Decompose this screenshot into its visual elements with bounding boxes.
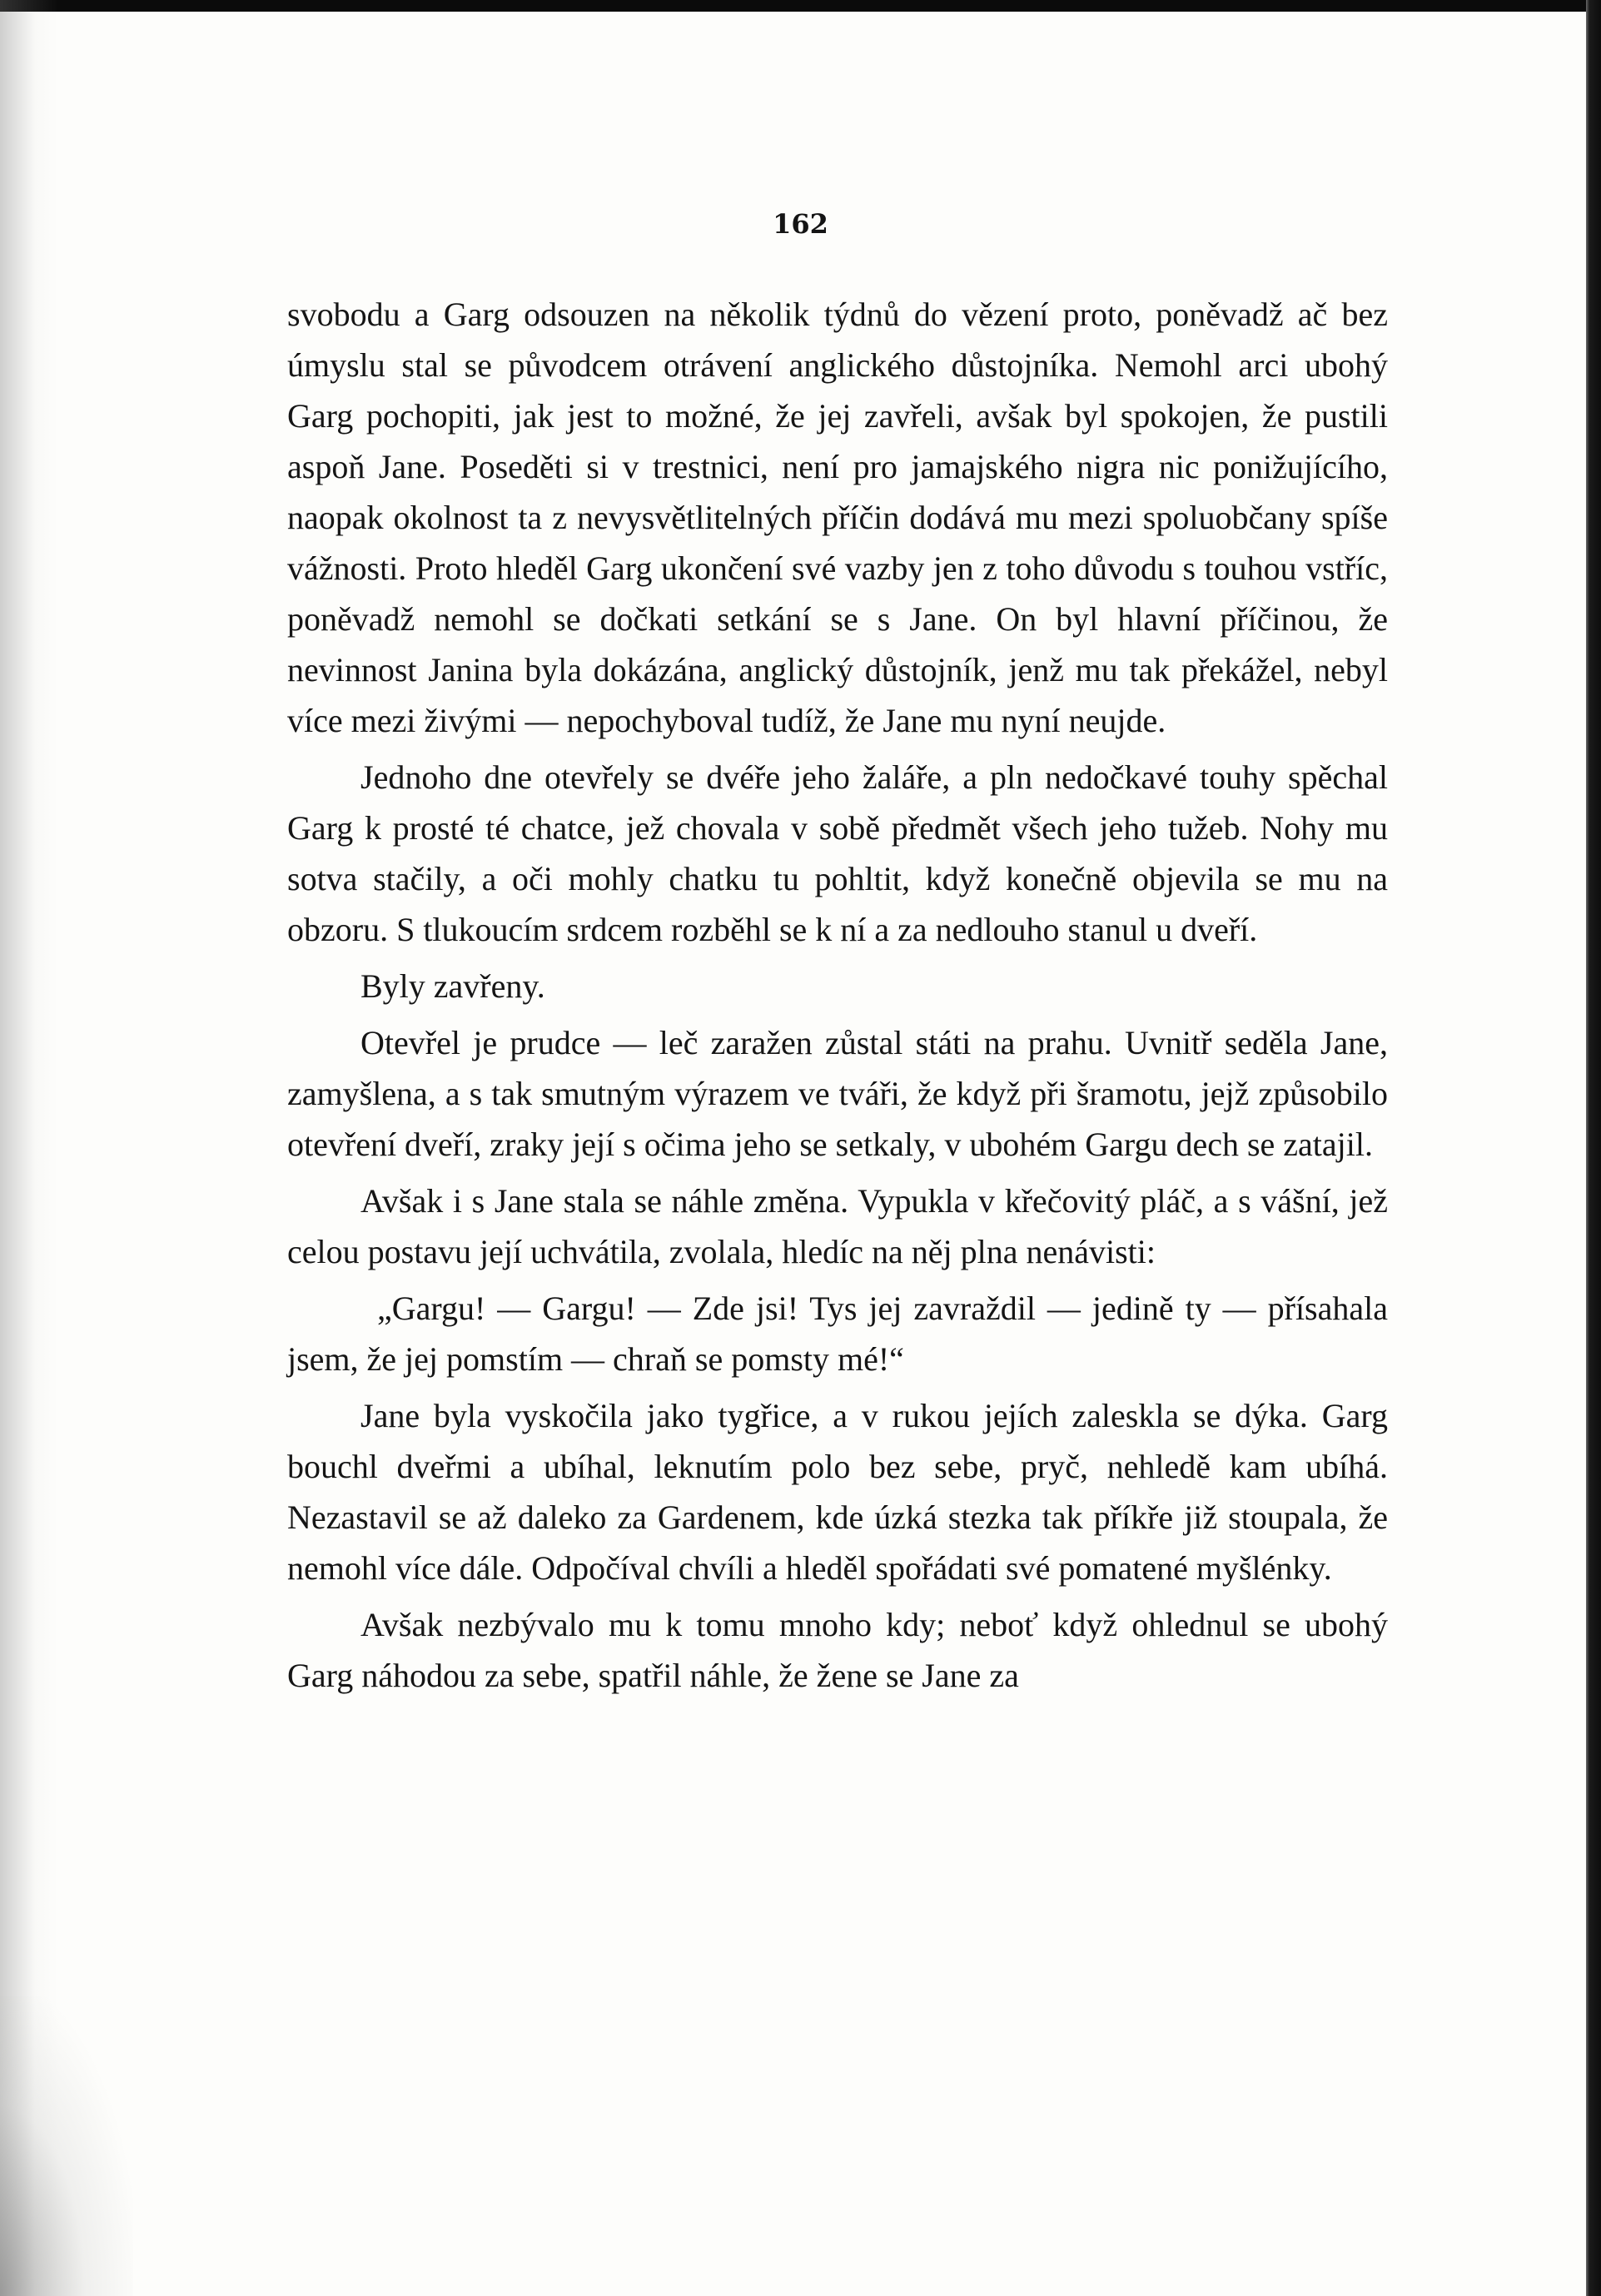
paragraph: Jednoho dne otevřely se dvéře jeho žaláře, a pln nedočkavé touhy spěchal Garg k prosté té chatce, jež chovala v sobě předmět všech jeho tužeb. Nohy mu sotva stačily, a oči mohly chatku tu pohltit, když konečně objevila se mu na obzoru. S tlukoucím srdcem rozběhl se k ní a za nedlouho stanul u dveří. (287, 758, 1388, 948)
scan-corner-shadow (0, 1996, 133, 2296)
paragraph-quote: „Gargu! — Gargu! — Zde jsi! Tys jej zavraždil — jedině ty — přísahala jsem, že jej pomstím — chraň se pomsty mé!“ (287, 1290, 1388, 1378)
scan-right-edge (1586, 0, 1601, 2296)
paragraph: Byly zavřeny. (360, 967, 545, 1005)
body-text (287, 289, 1388, 1701)
paragraph: Avšak i s Jane stala se náhle změna. Vypukla v křečovitý pláč, a s vášní, jež celou postavu její uchvátila, zvolala, hledíc na něj plna nenávisti: (287, 1182, 1388, 1270)
paragraph: Avšak nezbývalo mu k tomu mnoho kdy; neboť když ohlednul se ubohý Garg náhodou za sebe, spatřil náhle, že žene se Jane za (287, 1606, 1388, 1694)
paragraph: Jane byla vyskočila jako tygřice, a v rukou jejích zaleskla se dýka. Garg bouchl dveřmi a ubíhal, leknutím polo bez sebe, pryč, nehledě kam ubíhá. Nezastavil se až daleko za Gardenem, kde úzká stezka tak příkře již stoupala, že nemohl více dále. Odpočíval chvíli a hleděl spořádati své pomatené myšlénky. (287, 1397, 1388, 1587)
scan-top-edge (0, 0, 1601, 12)
page-number: 162 (773, 208, 828, 240)
scan-left-shadow (0, 0, 58, 2296)
paragraph: Otevřel je prudce — leč zaražen zůstal státi na prahu. Uvnitř seděla Jane, zamyšlena, a s tak smutným výrazem ve tváři, že když při šramotu, jejž způsobilo otevření dveří, zraky její s očima jeho se setkaly, v ubohém Gargu dech se zatajil. (287, 1024, 1388, 1163)
paragraph-continuation: svobodu a Garg odsouzen na několik týdnů do vězení proto, poněvadž ač bez úmyslu stal se původcem otrávení anglického důstojníka. Nemohl arci ubohý Garg pochopiti, jak jest to možné, že jej zavřeli, avšak byl spokojen, že pustili aspoň Jane. Poseděti si v trestnici, není pro jamajského nigra nic ponižujícího, naopak okolnost ta z nevysvětlitelných příčin dodává mu mezi spoluobčany spíše vážnosti. Proto hleděl Garg ukončení své vazby jen z toho důvodu s touhou vstříc, poněvadž nemohl se dočkati setkání se s Jane. On byl hlavní příčinou, že nevinnost Janina byla dokázána, anglický důstojník, jenž mu tak překážel, nebyl více mezi živými — nepochyboval tudíž, že Jane mu nyní neujde. (287, 296, 1388, 739)
